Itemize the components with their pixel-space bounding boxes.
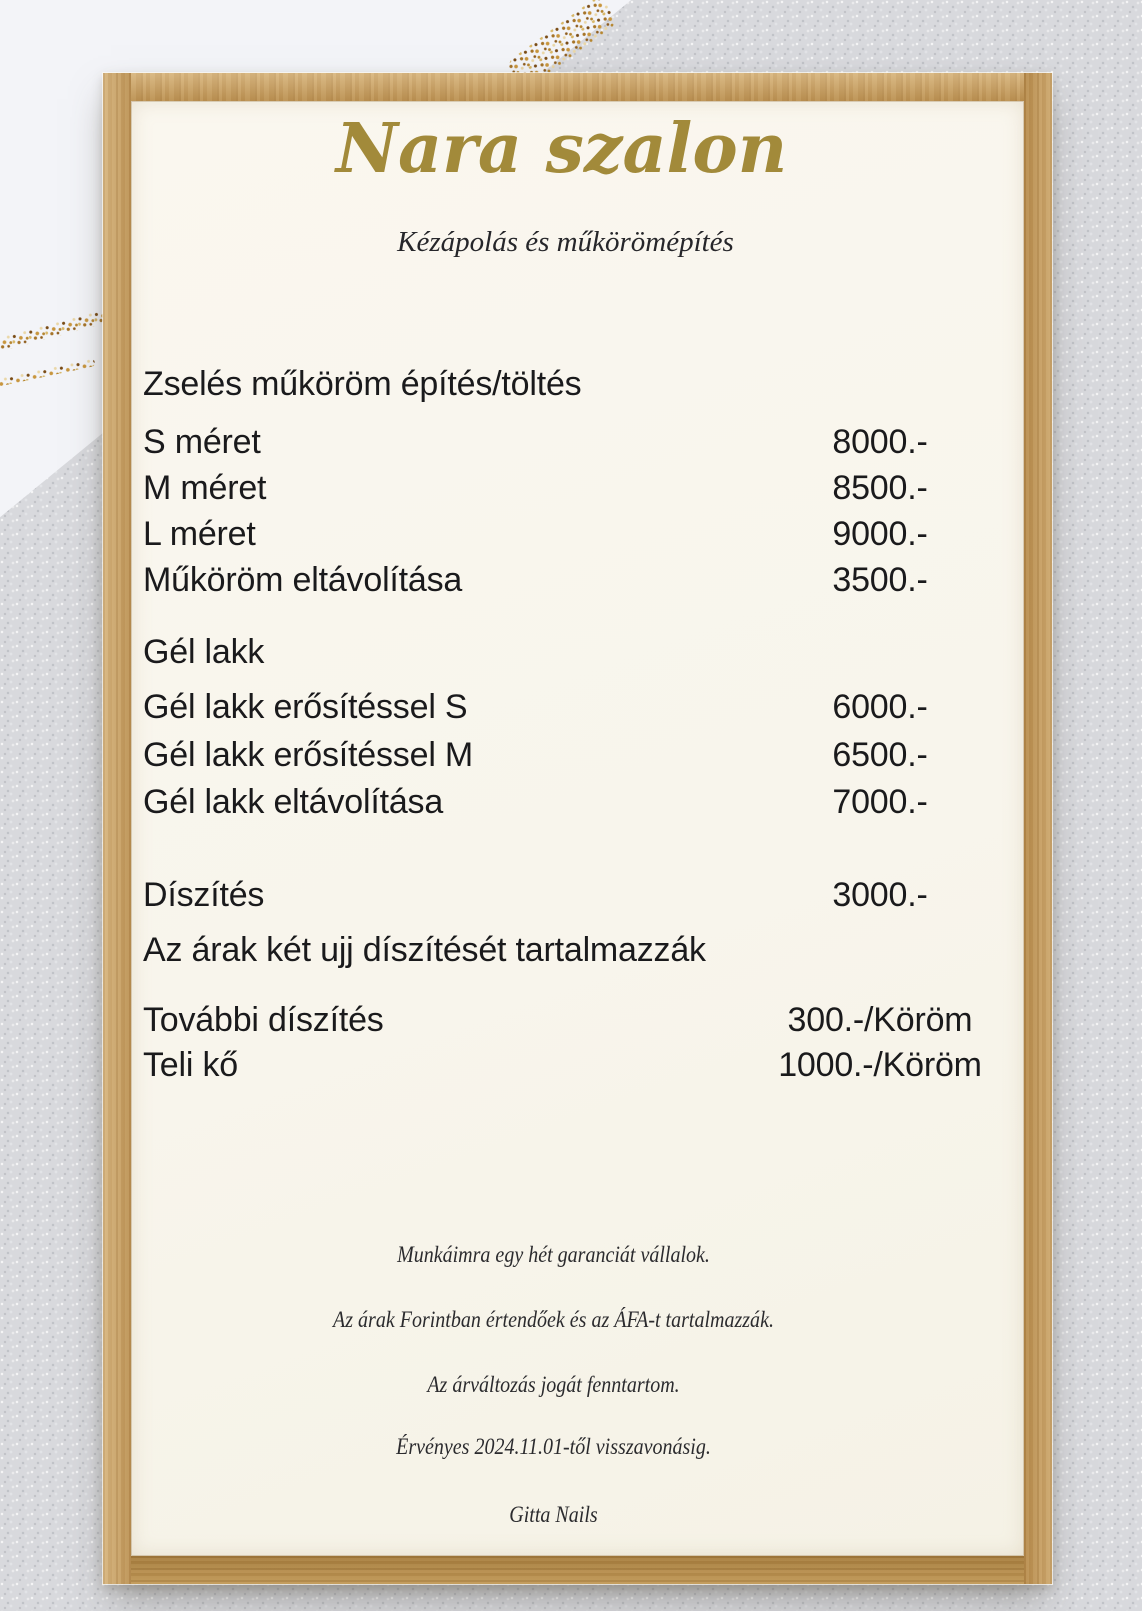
price-row	[143, 690, 1012, 734]
price-row	[143, 425, 1012, 469]
service-label: Gél lakk erősítéssel M	[143, 736, 474, 774]
price-value: 7000.-	[832, 783, 928, 821]
price-row	[143, 738, 1012, 782]
service-label: Gél lakk eltávolítása	[143, 783, 444, 821]
pricing-note: Az árak két ujj díszítését tartalmazzák	[143, 931, 706, 969]
frame-top-band	[103, 73, 1052, 101]
price-value: 9000.-	[832, 515, 928, 553]
price-row	[143, 785, 1012, 829]
price-value: 3500.-	[832, 561, 928, 599]
service-label: Műköröm eltávolítása	[143, 561, 463, 599]
service-label: L méret	[143, 515, 256, 553]
service-label: Teli kő	[143, 1046, 238, 1084]
poster-frame	[103, 73, 1052, 1584]
price-value: 3000.-	[832, 876, 928, 914]
price-value: 8000.-	[832, 423, 928, 461]
price-row	[143, 517, 1012, 561]
section-header-gel-polish: Gél lakk	[143, 633, 265, 671]
salon-title: Nara szalon	[335, 109, 788, 189]
footer-note-guarantee: Munkáimra egy hét garanciát vállalok.	[397, 1242, 710, 1267]
frame-left-band	[103, 73, 131, 1584]
service-label: Gél lakk erősítéssel S	[143, 688, 468, 726]
price-value: 1000.-/Köröm	[778, 1046, 982, 1084]
service-label: Díszítés	[143, 876, 265, 914]
price-value: 6000.-	[832, 688, 928, 726]
service-label: S méret	[143, 423, 261, 461]
price-row	[143, 878, 1012, 922]
footer-note-currency-vat: Az árak Forintban értendőek és az ÁFA-t tartalmazzák.	[333, 1307, 774, 1332]
price-row	[143, 1003, 1012, 1047]
price-row	[143, 1048, 1012, 1092]
service-label: További díszítés	[143, 1001, 384, 1039]
salon-subtitle: Kézápolás és műkörömépítés	[397, 226, 734, 258]
frame-bottom-band	[103, 1556, 1052, 1584]
footer-note-validity: Érvényes 2024.11.01-től visszavonásig.	[396, 1434, 711, 1459]
price-value: 300.-/Köröm	[787, 1001, 973, 1039]
price-row	[143, 471, 1012, 515]
section-header-gel-builds: Zselés műköröm építés/töltés	[143, 365, 582, 403]
frame-right-band	[1024, 73, 1052, 1584]
service-label: M méret	[143, 469, 267, 507]
menu-panel	[131, 101, 1024, 1556]
footer-note-price-change: Az árváltozás jogát fenntartom.	[427, 1372, 680, 1397]
price-row	[143, 563, 1012, 607]
price-value: 8500.-	[832, 469, 928, 507]
price-value: 6500.-	[832, 736, 928, 774]
signature: Gitta Nails	[509, 1502, 598, 1527]
